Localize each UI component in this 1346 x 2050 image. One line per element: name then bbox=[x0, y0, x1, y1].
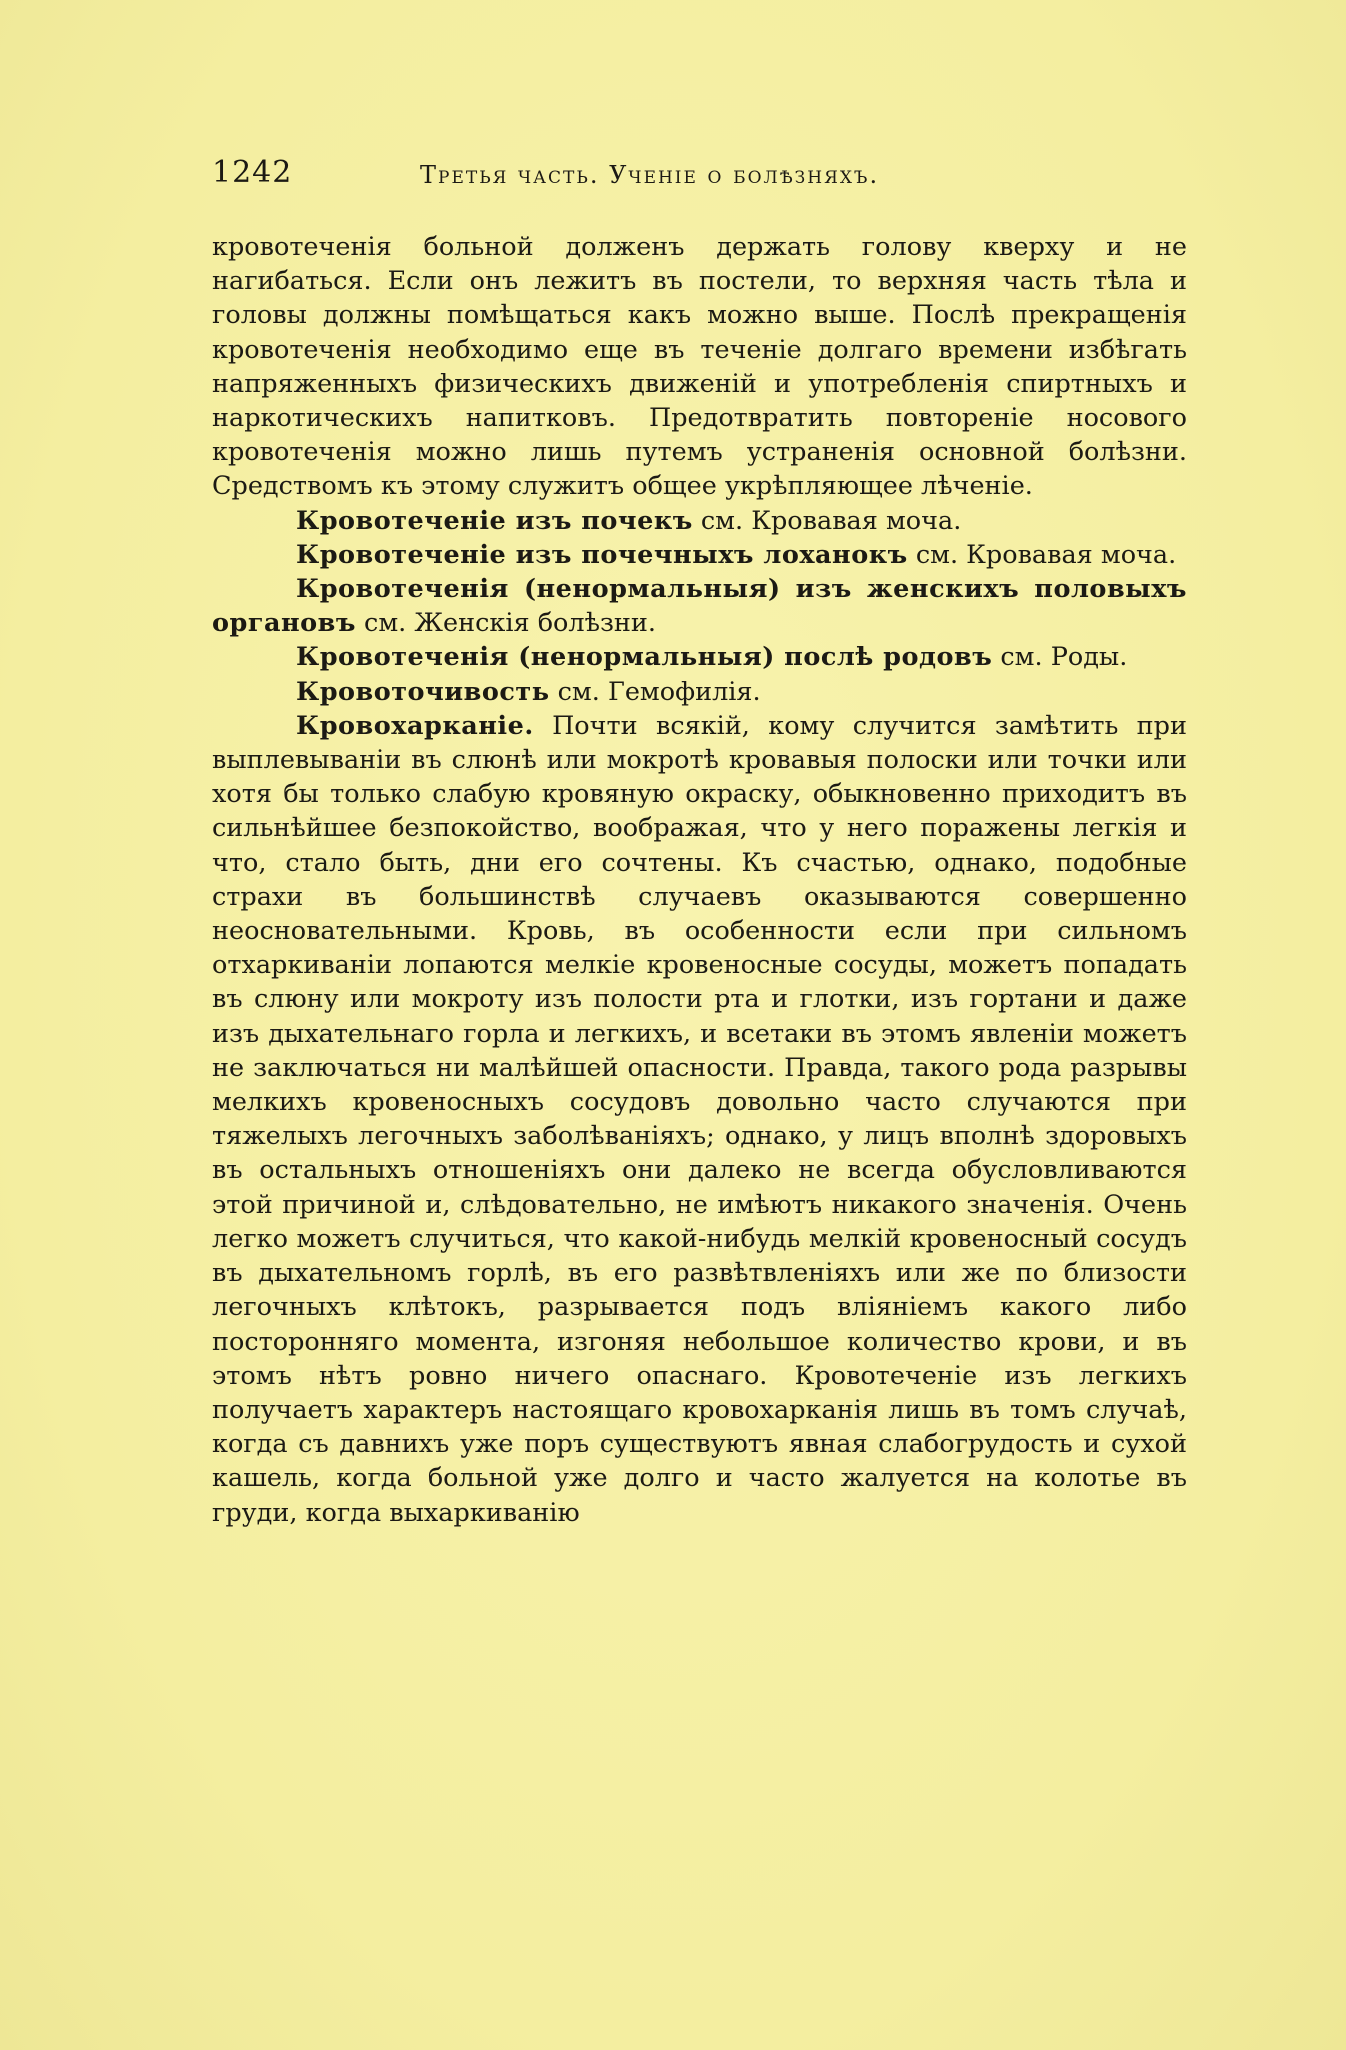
paragraph-text: кровотеченія больной долженъ держать голову кверху и не нагибаться. Если онъ лежитъ въ постели, то верхняя часть тѣла и головы должны помѣщаться какъ можно выше. Послѣ прекращенія кровотеченія необходимо еще въ теченіе долгаго времени избѣгать напряженныхъ физическихъ движеній и употребленія спиртныхъ и наркотическихъ напитковъ. Предотвратить повтореніе носового кровотеченія можно лишь путемъ устраненія основной болѣзни. Средствомъ къ этому служитъ общее укрѣпляющее лѣченіе. bbox=[212, 232, 1187, 502]
entry-text: см. Кровавая моча. bbox=[692, 505, 962, 536]
entry-text: см. Женскія болѣзни. bbox=[355, 608, 656, 639]
entry-kidney-bleeding bbox=[212, 504, 1187, 538]
entry-text: см. Гемофилія. bbox=[549, 676, 761, 707]
running-title: Третья часть. Ученіе о болѣзняхъ. bbox=[420, 161, 880, 189]
body-text bbox=[212, 230, 1187, 1530]
page-number: 1242 bbox=[212, 155, 293, 190]
entry-bleeding-tendency bbox=[212, 675, 1187, 709]
entry-postpartum-bleeding bbox=[212, 640, 1187, 674]
entry-term: Кровотеченія (ненормальныя) изъ женскихъ половыхъ органовъ bbox=[212, 574, 1187, 639]
entry-text: Почти всякій, кому случится замѣтить при выплевываніи въ слюнѣ или мокротѣ кровавыя полоски или точки или хотя бы только слабую кровяную окраску, обыкновенно приходитъ въ сильнѣйшее безпокойство, воображая, что у него поражены легкія и что, стало быть, дни его сочтены. Къ счастью, однако, подобные страхи въ большинствѣ случаевъ оказываются совершенно неосновательными. Кровь, въ особенности если при сильномъ отхаркиваніи лопаются мелкіе кровеносные сосуды, можетъ попадать въ слюну или мокроту изъ полости рта и глотки, изъ гортани и даже изъ дыхательнаго горла и легкихъ, и всетаки въ этомъ явленіи можетъ не заключаться ни малѣйшей опасности. Правда, такого рода разрывы мелкихъ кровеносныхъ сосудовъ довольно часто случаются при тяжелыхъ легочныхъ заболѣваніяхъ; однако, у лицъ вполнѣ здоровыхъ въ остальныхъ отношеніяхъ они далеко не всегда обусловливаются этой причиной и, слѣдовательно, не имѣютъ никакого значенія. Очень легко можетъ случиться, что какой-нибудь мелкій кровеносный сосудъ въ дыхательномъ горлѣ, въ его развѣтвленіяхъ или же по близости легочныхъ клѣтокъ, разрывается подъ вліяніемъ какого либо посторонняго момента, изгоняя небольшое количество крови, и въ этомъ нѣтъ ровно ничего опаснаго. Кровотеченіе изъ легкихъ получаетъ характеръ настоящаго кровохарканія лишь въ томъ случаѣ, когда съ давнихъ уже поръ существуютъ явная слабогрудость и сухой кашель, когда больной уже долго и часто жалуется на колотье въ груди, когда выхаркиванію bbox=[212, 710, 1187, 1528]
entry-term: Кровотеченіе изъ почекъ bbox=[296, 505, 693, 536]
entry-female-organs-bleeding bbox=[212, 572, 1187, 640]
page-header bbox=[212, 155, 1187, 195]
entry-term: Кровотеченія (ненормальныя) послѣ родовъ bbox=[296, 642, 993, 673]
entry-text: см. Кровавая моча. bbox=[907, 539, 1177, 570]
entry-text: см. Роды. bbox=[992, 642, 1128, 673]
paragraph-continuation bbox=[212, 230, 1187, 504]
entry-renal-pelvis-bleeding bbox=[212, 538, 1187, 572]
entry-term: Кровоточивость bbox=[296, 676, 550, 707]
entry-term: Кровохарканіе. bbox=[296, 710, 534, 741]
entry-hemoptysis bbox=[212, 709, 1187, 1530]
entry-term: Кровотеченіе изъ почечныхъ лоханокъ bbox=[296, 539, 908, 570]
